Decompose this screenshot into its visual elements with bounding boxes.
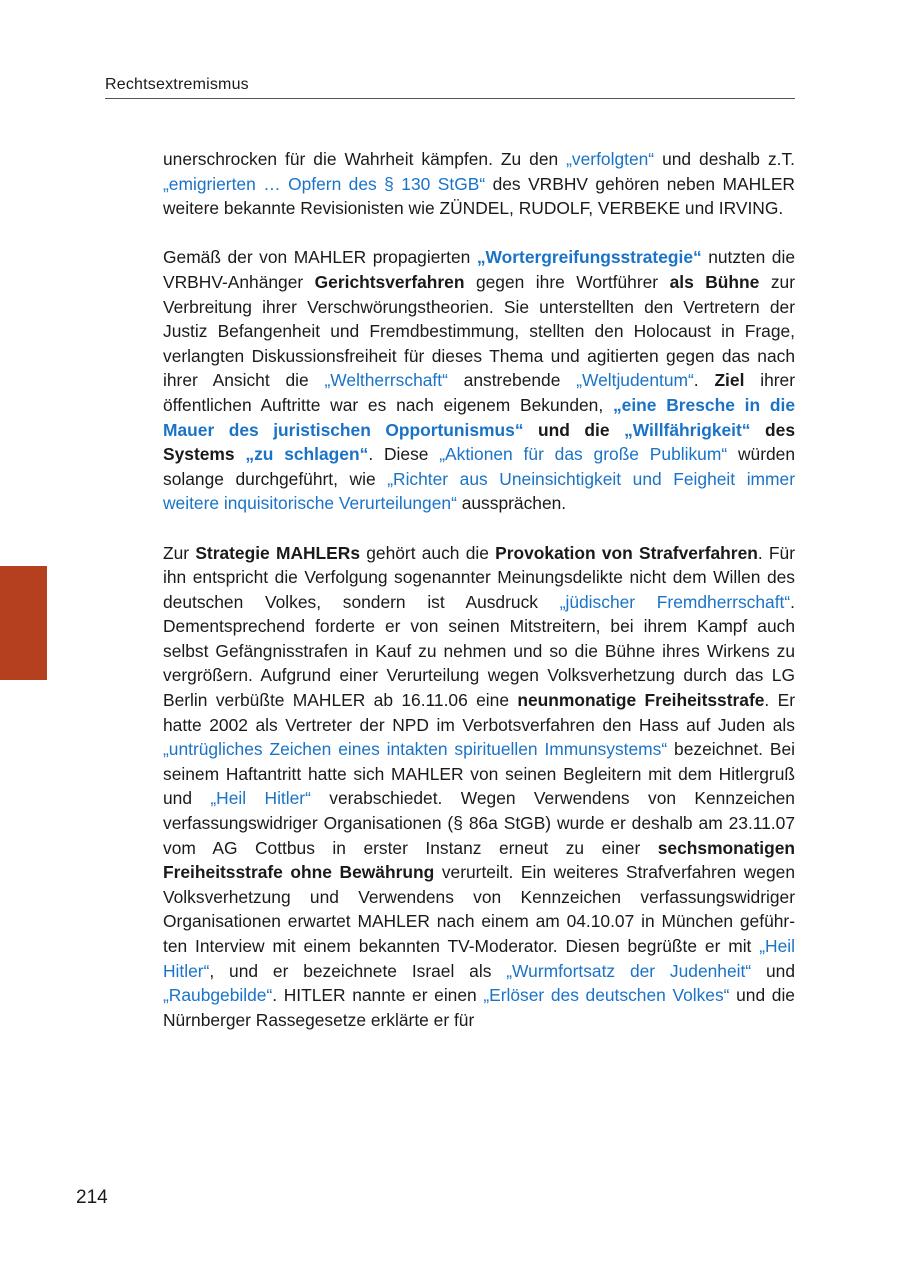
quoted-phrase-bold: „Wortergreifungsstrategie“ — [476, 247, 702, 268]
text-run: gehört auch die — [360, 542, 496, 563]
bold-phrase: Gerichtsverfahren — [314, 271, 465, 292]
text-run: des VRBHV gehören neben MAHLER weitere bekannte Revisionisten wie ZÜNDEL, RUDOLF, VERBEKE und IRVING. — [163, 173, 795, 219]
bold-phrase: neunmonatige Freiheitsstrafe — [517, 690, 765, 711]
text-run: Gemäß der von MAHLER propagierten — [163, 247, 477, 268]
quoted-phrase: „Heil Hitler“ — [163, 936, 795, 981]
text-run: , und er bezeichnete Israel als — [209, 960, 507, 981]
text-run: Zur — [163, 542, 196, 563]
quoted-phrase: „Raubgebilde“ — [163, 985, 273, 1006]
text-run: ihrer öffentlichen Auftritte war es nach eigenem Bekunden, — [163, 370, 796, 415]
paragraph — [163, 541, 795, 1033]
text-run: . Diese — [368, 444, 440, 465]
page-number: 214 — [76, 1187, 108, 1208]
quoted-phrase: „Wurmfortsatz der Judenheit“ — [506, 960, 752, 981]
text-run: . HITLER nannte er einen — [272, 985, 484, 1006]
text-run: zur Verbreitung ihrer Verschwörungstheorien. Sie unterstellten den Vertretern der Justiz Befangenheit und Fremdbestimmung, stellten den Holocaust in Frage, verlangten Diskussionsfreiheit für dieses Thema und agitierten gegen das nach ihrer Ansicht die — [163, 271, 795, 391]
text-run: würden solange durchgeführt, wie — [163, 444, 796, 489]
paragraph — [163, 147, 795, 221]
quoted-phrase: „verfolgten“ — [566, 149, 655, 169]
text-run: und — [751, 960, 795, 981]
text-run: . Dementsprechend forderte er von seinen Mitstreitern, bei ihrem Kampf auch selbst Gefängnisstrafen in Kauf zu nehmen und so die Bühne ihres Wirkens zu vergrößern. Aufgrund einer Verurteilung wegen Volksverhetzung durch das LG Berlin verbüßte MAHLER ab 16.11.06 eine — [163, 591, 795, 711]
text-run: . Für ihn entspricht die Verfolgung sogenannter Meinungsdelikte nicht dem Willen des deutschen Volkes, sondern ist Ausdruck — [163, 542, 795, 612]
bold-phrase: und die — [523, 419, 625, 440]
bold-phrase: als Bühne — [669, 271, 760, 292]
header-divider — [105, 98, 795, 99]
quoted-phrase: „Heil Hitler“ — [210, 788, 311, 809]
paragraph — [163, 245, 795, 516]
text-run: . Er hatte 2002 als Vertreter der NPD im Verbotsverfahren den Hass auf Juden als — [163, 690, 796, 735]
text-run: nutzten die VRBHV-Anhänger — [163, 247, 795, 292]
text-run: und die Nürnberger Rassegesetze erklärte er für — [163, 985, 795, 1030]
body-text — [163, 147, 795, 1057]
bold-phrase: des Systems — [163, 419, 795, 465]
bold-phrase: Provokation von Strafverfahren — [495, 542, 758, 563]
quoted-phrase-bold: „Willfährigkeit“ — [624, 419, 751, 440]
quoted-phrase-bold: „zu schlagen“ — [245, 444, 369, 465]
quoted-phrase: „emigrierten … Opfern des § 130 StGB“ — [163, 173, 486, 194]
quoted-phrase: „Erlöser des deutschen Volkes“ — [483, 985, 730, 1006]
text-run: bezeichnet. Bei seinem Haftantritt hatte sich MAHLER von seinen Begleitern mit dem Hitlergruß und — [163, 739, 795, 809]
text-run: . — [693, 370, 715, 391]
text-run: anstrebende — [447, 370, 577, 391]
bold-phrase: sechsmonatigen Freiheitsstrafe ohne Bewährung — [163, 837, 795, 883]
quoted-phrase: „jüdischer Fremdherrschaft“ — [559, 591, 791, 612]
quoted-phrase: „Weltjudentum“ — [576, 370, 694, 391]
text-run: verurteilt. Ein weiteres Strafverfahren wegen Volksverhetzung und Verwendens von Kennzeichen verfassungswidriger Organisationen erwartet MAHLER nach einem am 04.10.07 in München geführten Interview mit einem bekannten TV-Moderator. Diesen begrüßte er mit — [163, 862, 795, 956]
bold-phrase: Ziel — [714, 370, 745, 391]
quoted-phrase: „Weltherrschaft“ — [324, 370, 448, 391]
text-run: aussprächen. — [456, 493, 567, 514]
chapter-color-tab — [0, 566, 47, 680]
quoted-phrase: „Aktionen für das große Publikum“ — [439, 444, 728, 465]
quoted-phrase-bold: „eine Bresche in die Mauer des juristischen Opportunismus“ — [163, 394, 795, 440]
running-header: Rechtsextremismus — [105, 76, 249, 93]
bold-phrase: Strategie MAHLERs — [195, 542, 361, 563]
quoted-phrase: „untrügliches Zeichen eines intakten spirituellen Immunsystems“ — [163, 739, 668, 760]
text-run: und deshalb z.T. — [654, 149, 795, 169]
text-run: gegen ihre Wortführer — [464, 271, 670, 292]
quoted-phrase: „Richter aus Uneinsichtigkeit und Feigheit immer weitere inquisitorische Verurteilungen“ — [163, 468, 795, 514]
text-run: verabschiedet. Wegen Verwendens von Kennzeichen verfassungswidriger Organisationen (§ 86a StGB) wurde er deshalb am 23.11.07 vom AG Cottbus in erster Instanz erneut zu einer — [163, 788, 795, 858]
text-run: unerschrocken für die Wahrheit kämpfen. Zu den — [163, 149, 567, 169]
